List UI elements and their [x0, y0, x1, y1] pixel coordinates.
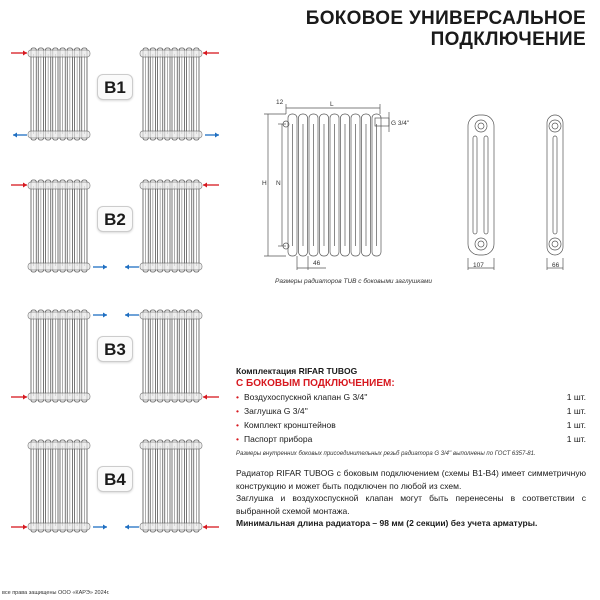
flow-arrow — [205, 133, 219, 138]
kit-section — [236, 366, 586, 457]
flow-arrow — [93, 265, 107, 270]
bullet-icon: • — [236, 434, 239, 444]
flow-arrow — [203, 525, 219, 530]
page-title: БОКОВОЕ УНИВЕРСАЛЬНОЕ ПОДКЛЮЧЕНИЕ — [305, 8, 586, 50]
dim-n: N — [276, 180, 281, 187]
flow-arrow — [125, 313, 139, 318]
scheme-label: B2 — [97, 206, 133, 232]
flow-arrow — [11, 395, 27, 400]
dim-h: H — [262, 180, 267, 187]
bullet-icon: • — [236, 406, 239, 416]
bullet-icon: • — [236, 392, 239, 402]
flow-arrow — [11, 525, 27, 530]
flow-arrow — [93, 313, 107, 318]
flow-arrow — [11, 51, 27, 56]
flow-arrow — [93, 525, 107, 530]
flow-arrow — [203, 183, 219, 188]
scheme-b4 — [0, 430, 240, 540]
description: Радиатор RIFAR TUBOG с боковым подключением (схемы B1-B4) имеет симметричную конструкцию и может быть подключен по любой из схем. Заглушка и воздухоспускной клапан могут быть перенесены в соответствии с выбранной схемой монтажа. Минимальная длина радиатора – 98 мм (2 секции) без учета арматуры. — [236, 468, 586, 528]
kit-list — [236, 392, 586, 448]
kit-item: • Комплект кронштейнов 1 шт. — [236, 420, 586, 430]
kit-item: • Воздухоспускной клапан G 3/4'' 1 шт. — [236, 392, 586, 402]
flow-arrow — [203, 51, 219, 56]
dim-46: 46 — [313, 260, 321, 267]
kit-heading: Комплектация RIFAR TUBOG — [236, 366, 358, 376]
scheme-b3 — [0, 300, 240, 410]
scheme-b1 — [0, 38, 240, 148]
flow-arrow — [11, 183, 27, 188]
drawing-caption: Размеры радиаторов TUB с боковыми заглушками — [275, 278, 433, 285]
kit-item: • Паспорт прибора 1 шт. — [236, 434, 586, 444]
scheme-label: B4 — [97, 466, 133, 492]
dim-12: 12 — [276, 99, 284, 106]
kit-subheading: С БОКОВЫМ ПОДКЛЮЧЕНИЕМ: — [236, 378, 395, 389]
flow-arrow — [203, 395, 219, 400]
kit-item: • Заглушка G 3/4'' 1 шт. — [236, 406, 586, 416]
copyright: все права защищены ООО «КАРЭ» 2024г. — [2, 590, 110, 596]
flow-arrow — [125, 525, 139, 530]
flow-arrow — [125, 265, 139, 270]
kit-note: Размеры внутренних боковых присоединительных резьб радиатора G 3/4'' выполнены по ГОСТ 6357-81. — [236, 451, 536, 457]
dim-l: L — [330, 101, 334, 108]
scheme-label: B3 — [97, 336, 133, 362]
dim-107: 107 — [473, 262, 484, 269]
radiator-dimension-drawing — [250, 90, 600, 275]
scheme-b2 — [0, 170, 240, 280]
thread-size: G 3/4'' — [391, 120, 410, 127]
dim-66: 66 — [552, 262, 560, 269]
bullet-icon: • — [236, 420, 239, 430]
scheme-label: B1 — [97, 74, 133, 100]
flow-arrow — [13, 133, 27, 138]
